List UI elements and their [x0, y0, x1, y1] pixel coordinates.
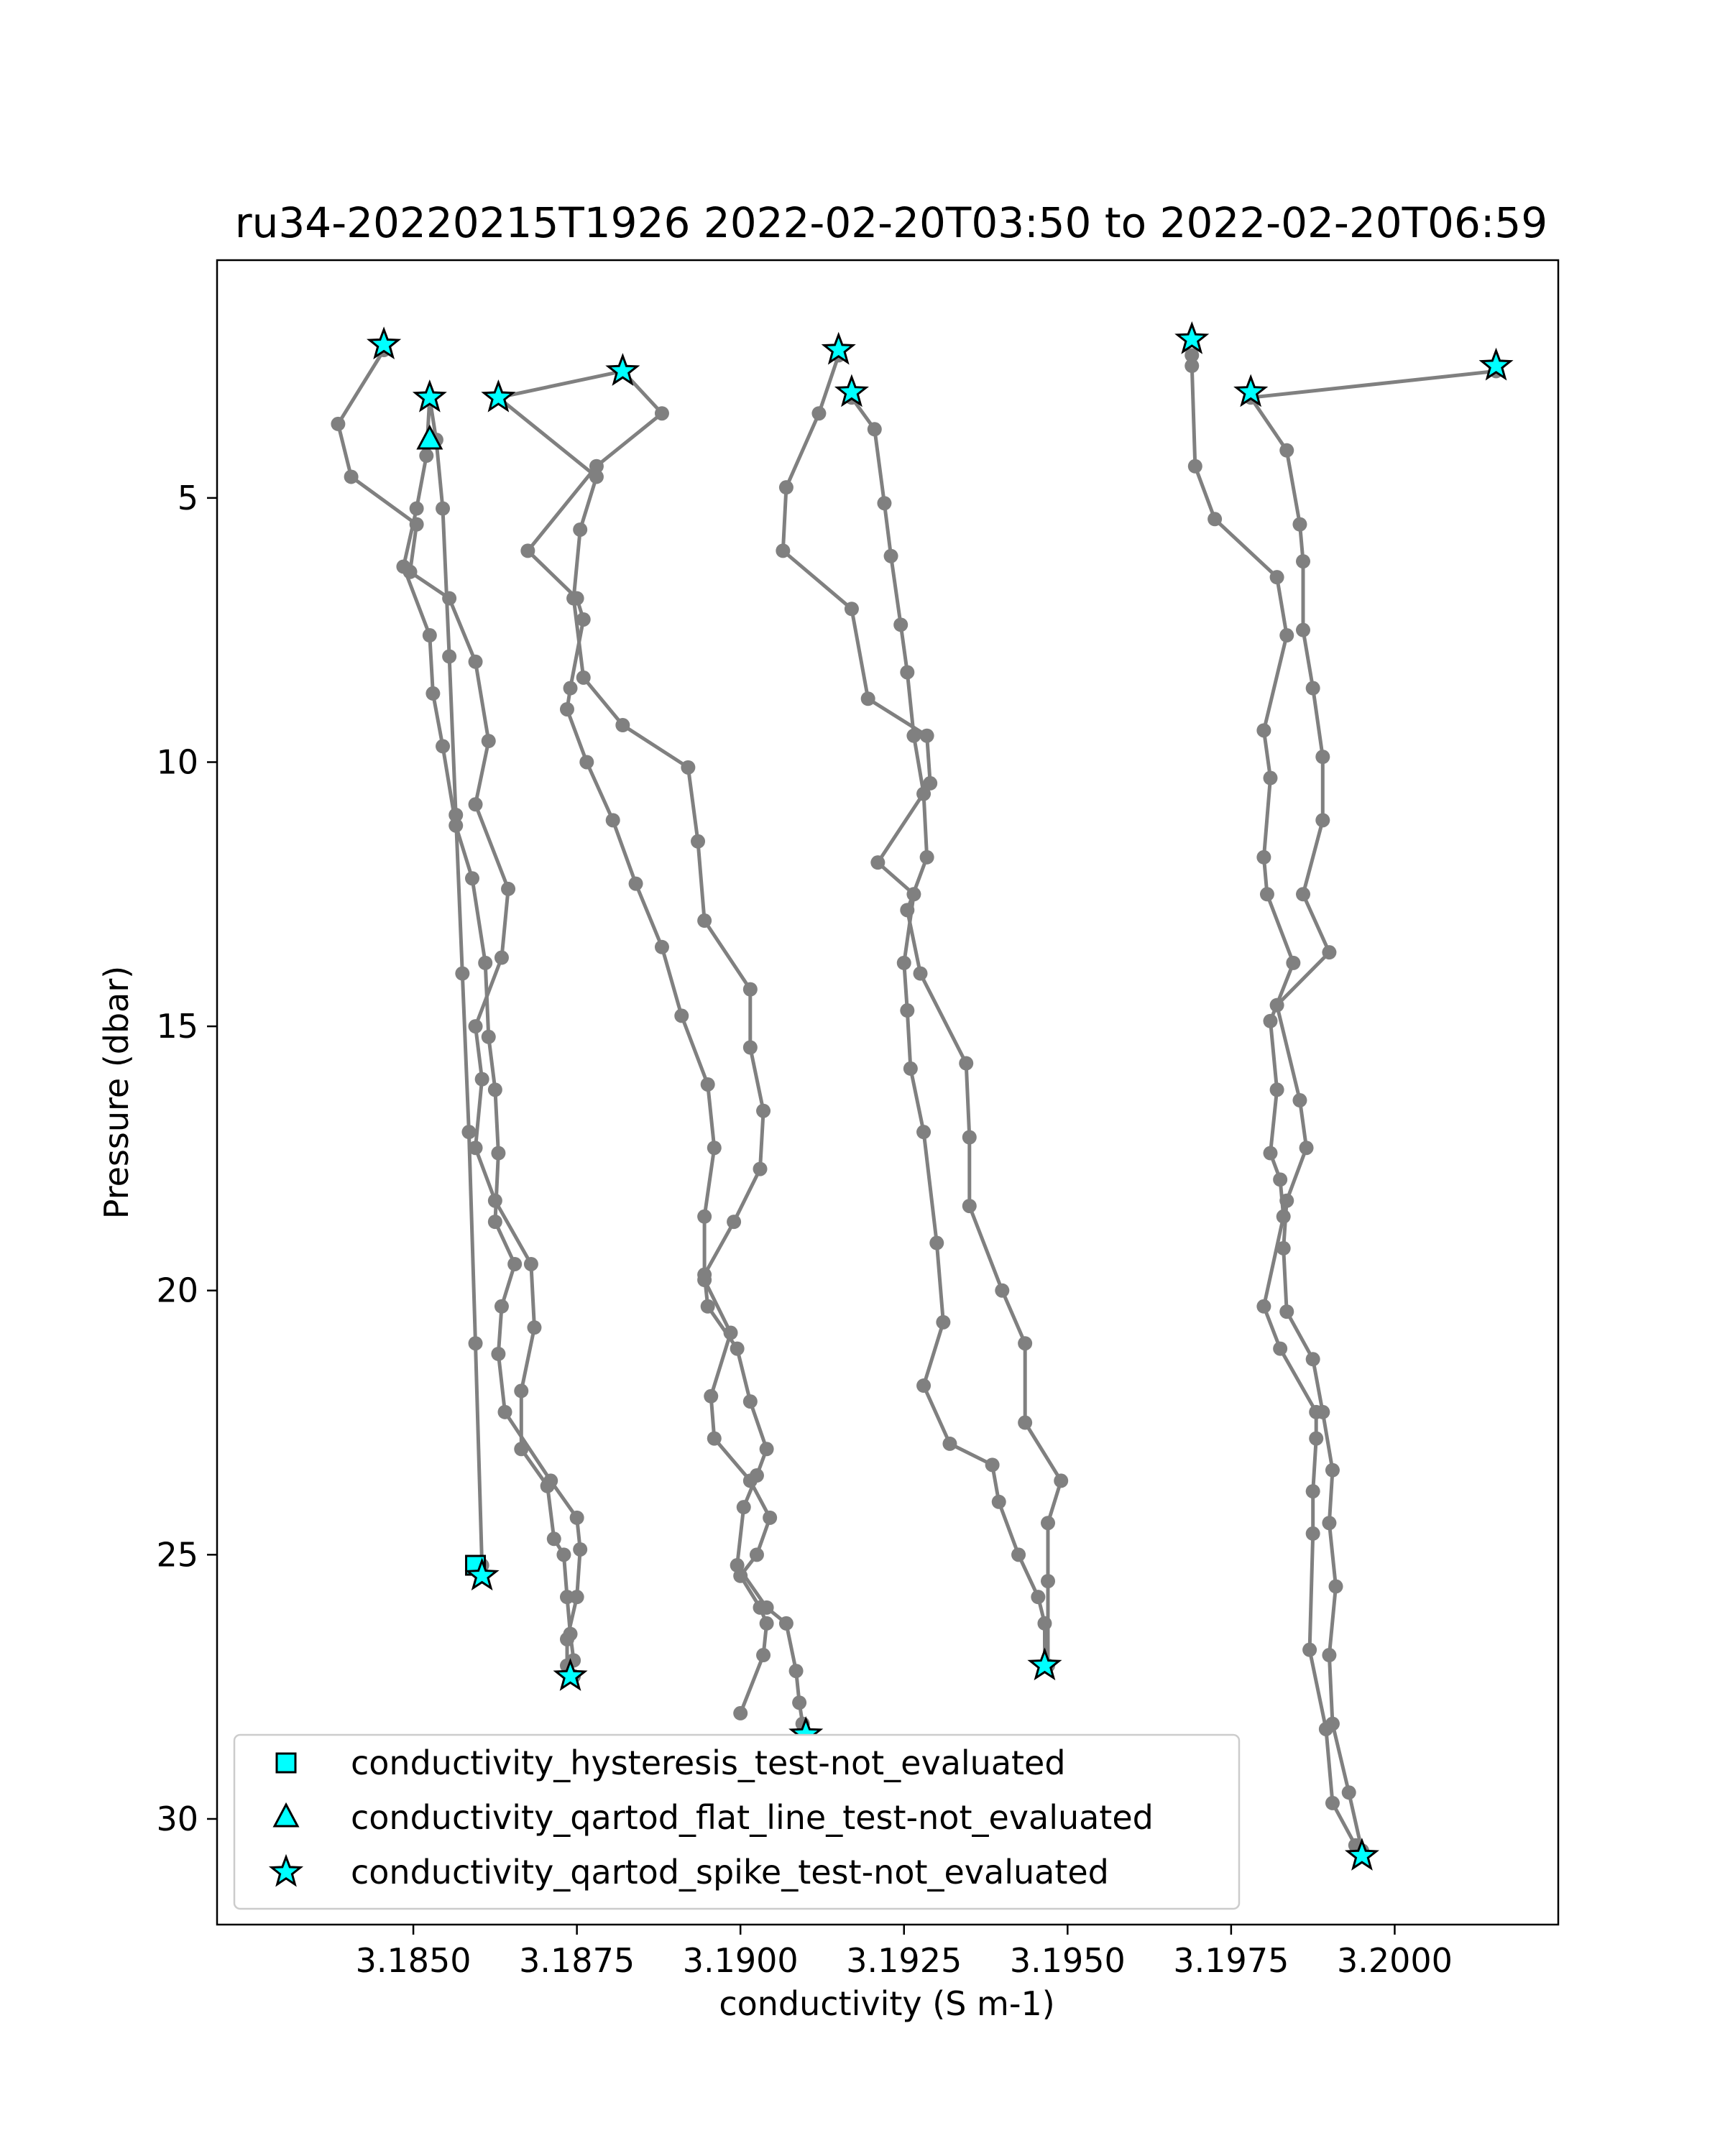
- profile-7-point: [916, 787, 931, 801]
- profile-4-point: [629, 877, 643, 891]
- profile-6-point: [920, 729, 934, 743]
- profile-8-point: [1263, 771, 1277, 786]
- profile-4-point: [763, 1511, 777, 1525]
- profile-5-point: [750, 1468, 764, 1483]
- profile-7-point: [868, 422, 882, 436]
- profile-5-point: [576, 671, 591, 685]
- profile-1-point: [527, 1320, 541, 1335]
- profile-1-point: [442, 591, 456, 606]
- profile-6-point: [900, 1003, 914, 1018]
- profile-7-point: [962, 1130, 977, 1144]
- profile-9-point: [1279, 1194, 1294, 1208]
- profile-7-point: [906, 729, 921, 743]
- y-tick-label: 20: [156, 1271, 198, 1310]
- profile-8-point: [1325, 1796, 1340, 1810]
- profile-1-point: [514, 1442, 528, 1456]
- profile-4-point: [707, 1432, 722, 1446]
- legend-label-hysteresis: conductivity_hysteresis_test-not_evaluated: [351, 1743, 1066, 1782]
- profile-9-point: [1296, 887, 1310, 901]
- profile-3-point: [455, 967, 469, 981]
- profile-8-point: [1184, 359, 1199, 373]
- profile-8-point: [1279, 628, 1294, 642]
- x-tick-label: 3.1875: [519, 1941, 635, 1980]
- profile-5-point: [743, 1041, 758, 1055]
- profile-3-point: [442, 649, 456, 663]
- profile-1-point: [494, 951, 509, 965]
- profile-8-point: [1263, 1014, 1277, 1028]
- profile-6-point: [1011, 1547, 1026, 1562]
- profile-9-point: [1306, 681, 1320, 696]
- profile-2-point: [573, 1542, 587, 1557]
- profile-2-point: [570, 1590, 584, 1604]
- chart-title: ru34-20220215T1926 2022-02-20T03:50 to 2022-02-20T06:59: [234, 198, 1548, 247]
- profile-8-point: [1276, 1210, 1291, 1224]
- profile-9-point: [1315, 1405, 1330, 1419]
- profile-9-point: [1342, 1785, 1356, 1800]
- profile-5-point: [792, 1695, 806, 1710]
- legend-square-marker: [277, 1754, 295, 1772]
- profile-1-point: [469, 655, 483, 669]
- profile-5-point: [681, 760, 695, 775]
- profile-4-point: [579, 755, 594, 769]
- profile-6-point: [776, 543, 790, 558]
- x-tick-label: 3.1950: [1009, 1941, 1126, 1980]
- profile-5-point: [701, 1299, 715, 1314]
- y-tick-label: 10: [156, 742, 198, 782]
- profile-4-point: [655, 406, 669, 420]
- profile-4-point: [697, 1210, 712, 1224]
- profile-6-point: [942, 1437, 957, 1451]
- profile-8-point: [1306, 1484, 1320, 1498]
- profile-2-point: [396, 559, 410, 573]
- profile-1-point: [410, 517, 424, 532]
- profile-6-point: [985, 1457, 1000, 1472]
- profile-5-point: [760, 1600, 774, 1615]
- x-tick-label: 3.1850: [355, 1941, 472, 1980]
- profile-5-point: [566, 591, 581, 606]
- profile-4-point: [564, 681, 578, 696]
- profile-4-point: [576, 612, 591, 627]
- profile-8-point: [1286, 956, 1300, 970]
- profile-5-point: [730, 1342, 745, 1356]
- profile-7-point: [893, 617, 908, 632]
- profile-6-point: [861, 691, 875, 706]
- y-axis-label: Pressure (dbar): [97, 965, 136, 1220]
- profile-2-point: [478, 956, 492, 970]
- profile-1-point: [331, 417, 345, 431]
- profile-9-point: [1322, 1648, 1336, 1662]
- profile-9-point: [1292, 517, 1307, 532]
- legend: [234, 1735, 1239, 1909]
- profile-1-point: [469, 1019, 483, 1033]
- profile-6-point: [779, 480, 794, 494]
- profile-2-point: [560, 1632, 574, 1646]
- profile-2-point: [410, 502, 424, 516]
- profile-6-point: [1037, 1616, 1052, 1631]
- profile-5-point: [589, 469, 604, 484]
- profile-6-point: [992, 1495, 1006, 1509]
- profile-8-point: [1273, 1342, 1287, 1356]
- profile-5-point: [691, 834, 705, 849]
- legend-label-flat-line: conductivity_qartod_flat_line_test-not_evaluated: [351, 1798, 1154, 1837]
- profile-6-point: [845, 602, 859, 616]
- x-tick-label: 3.1925: [846, 1941, 962, 1980]
- profile-7-point: [877, 496, 891, 510]
- profile-5-point: [615, 718, 630, 732]
- profile-1-point: [469, 797, 483, 811]
- x-tick-label: 3.1975: [1173, 1941, 1289, 1980]
- profile-4-point: [704, 1389, 718, 1404]
- profile-8-point: [1260, 887, 1274, 901]
- profile-5-point: [697, 913, 712, 928]
- profile-2-point: [507, 1257, 522, 1271]
- profile-6-point: [870, 855, 885, 870]
- profile-2-point: [488, 1215, 502, 1229]
- profile-8-point: [1270, 1082, 1284, 1097]
- profile-4-point: [606, 813, 620, 827]
- profile-5-point: [743, 1394, 758, 1409]
- profile-9-point: [1296, 623, 1310, 637]
- profile-1-point: [469, 1141, 483, 1155]
- profile-5-point: [760, 1442, 774, 1456]
- x-tick-label: 3.2000: [1336, 1941, 1453, 1980]
- profile-5-point: [697, 1268, 712, 1282]
- profile-8-point: [1309, 1432, 1323, 1446]
- profile-4-point: [760, 1616, 774, 1631]
- profile-3-point: [448, 808, 463, 822]
- profile-8-point: [1256, 850, 1271, 865]
- profile-9-point: [1306, 1352, 1320, 1366]
- profile-1-point: [488, 1194, 502, 1208]
- profile-1-point: [344, 469, 359, 484]
- profile-9-point: [1322, 945, 1336, 959]
- profile-1-point: [556, 1547, 571, 1562]
- profile-2-point: [465, 871, 479, 885]
- profile-7-point: [900, 665, 914, 679]
- profile-4-point: [724, 1326, 738, 1340]
- profile-1-point: [501, 882, 515, 896]
- profile-2-point: [498, 1405, 512, 1419]
- profile-4-point: [655, 940, 669, 954]
- profile-6-point: [903, 1061, 918, 1076]
- profile-8-point: [1256, 1299, 1271, 1314]
- profile-8-point: [1306, 1526, 1320, 1541]
- profile-7-point: [1018, 1416, 1032, 1430]
- y-tick-label: 30: [156, 1799, 198, 1838]
- profile-7-point: [900, 903, 914, 917]
- profile-5-point: [743, 982, 758, 997]
- profile-3-point: [461, 1125, 476, 1139]
- profile-9-point: [1279, 443, 1294, 458]
- profile-2-point: [488, 1082, 502, 1097]
- profile-6-point: [811, 406, 826, 420]
- profile-1-point: [547, 1531, 561, 1546]
- profile-5-point: [730, 1558, 745, 1572]
- profile-9-point: [1322, 1516, 1336, 1530]
- profile-7-point: [1041, 1574, 1055, 1588]
- profile-6-point: [916, 1378, 931, 1393]
- profile-5-point: [573, 522, 587, 537]
- profile-2-point: [494, 1299, 509, 1314]
- y-tick-label: 5: [177, 478, 198, 517]
- profile-7-point: [884, 549, 898, 563]
- profile-6-point: [906, 887, 921, 901]
- y-tick-label: 25: [156, 1535, 198, 1575]
- profile-9-point: [1296, 554, 1310, 568]
- profile-8-point: [1256, 723, 1271, 737]
- profile-8-point: [1188, 459, 1202, 474]
- profile-2-point: [543, 1473, 558, 1488]
- profile-4-point: [750, 1547, 764, 1562]
- profile-5-point: [753, 1162, 768, 1176]
- profile-6-point: [936, 1315, 950, 1330]
- profile-7-point: [914, 967, 928, 981]
- profile-9-point: [1315, 813, 1330, 827]
- profile-4-point: [707, 1141, 722, 1155]
- profile-1-point: [475, 1072, 489, 1087]
- profile-9-point: [1325, 1717, 1340, 1731]
- legend-label-spike: conductivity_qartod_spike_test-not_evaluated: [351, 1853, 1109, 1892]
- profile-2-point: [491, 1347, 505, 1361]
- x-tick-label: 3.1900: [682, 1941, 799, 1980]
- profile-8-point: [1263, 1146, 1277, 1161]
- profile-5-point: [756, 1104, 770, 1118]
- profile-3-point: [436, 502, 450, 516]
- profile-9-point: [1292, 1093, 1307, 1107]
- profile-9-point: [1300, 1141, 1314, 1155]
- profile-7-point: [1041, 1516, 1055, 1530]
- profile-7-point: [920, 850, 934, 865]
- profile-2-point: [426, 686, 440, 701]
- profile-5-point: [737, 1500, 751, 1514]
- profile-3-point: [469, 1336, 483, 1350]
- profile-6-point: [1031, 1590, 1045, 1604]
- profile-8-point: [1270, 570, 1284, 584]
- profile-2-point: [419, 448, 433, 463]
- profile-9-point: [1315, 750, 1330, 764]
- profile-5-point: [789, 1664, 804, 1678]
- profile-4-point: [674, 1008, 689, 1023]
- profile-9-point: [1279, 1304, 1294, 1319]
- profile-1-point: [524, 1257, 538, 1271]
- profile-9-point: [1329, 1579, 1343, 1593]
- profile-6-point: [929, 1236, 944, 1250]
- profile-2-point: [436, 739, 450, 753]
- profile-9-point: [1270, 998, 1284, 1013]
- profile-1-point: [482, 734, 496, 748]
- profile-5-point: [779, 1616, 794, 1631]
- profile-7-point: [1018, 1336, 1032, 1350]
- profile-8-point: [1208, 512, 1222, 526]
- profile-1-point: [514, 1383, 528, 1398]
- profile-4-point: [520, 543, 535, 558]
- profile-4-point: [733, 1706, 748, 1720]
- profile-6-point: [916, 1125, 931, 1139]
- profile-5-point: [727, 1215, 741, 1229]
- profile-7-point: [1054, 1473, 1068, 1488]
- x-axis-label: conductivity (S m-1): [719, 1984, 1055, 2023]
- profile-7-point: [962, 1199, 977, 1213]
- profile-8-point: [1273, 1172, 1287, 1187]
- profile-7-point: [995, 1284, 1009, 1298]
- profile-8-point: [1302, 1643, 1317, 1657]
- profile-2-point: [570, 1511, 584, 1525]
- profile-9-point: [1276, 1241, 1291, 1256]
- y-tick-label: 15: [156, 1007, 198, 1046]
- profile-6-point: [897, 956, 911, 970]
- profile-2-point: [423, 628, 437, 642]
- profile-4-point: [756, 1648, 770, 1662]
- profile-9-point: [1325, 1463, 1340, 1478]
- profile-2-point: [482, 1030, 496, 1044]
- profile-7-point: [959, 1056, 973, 1071]
- profile-4-point: [560, 702, 574, 717]
- profile-4-point: [701, 1077, 715, 1092]
- profile-2-point: [491, 1146, 505, 1161]
